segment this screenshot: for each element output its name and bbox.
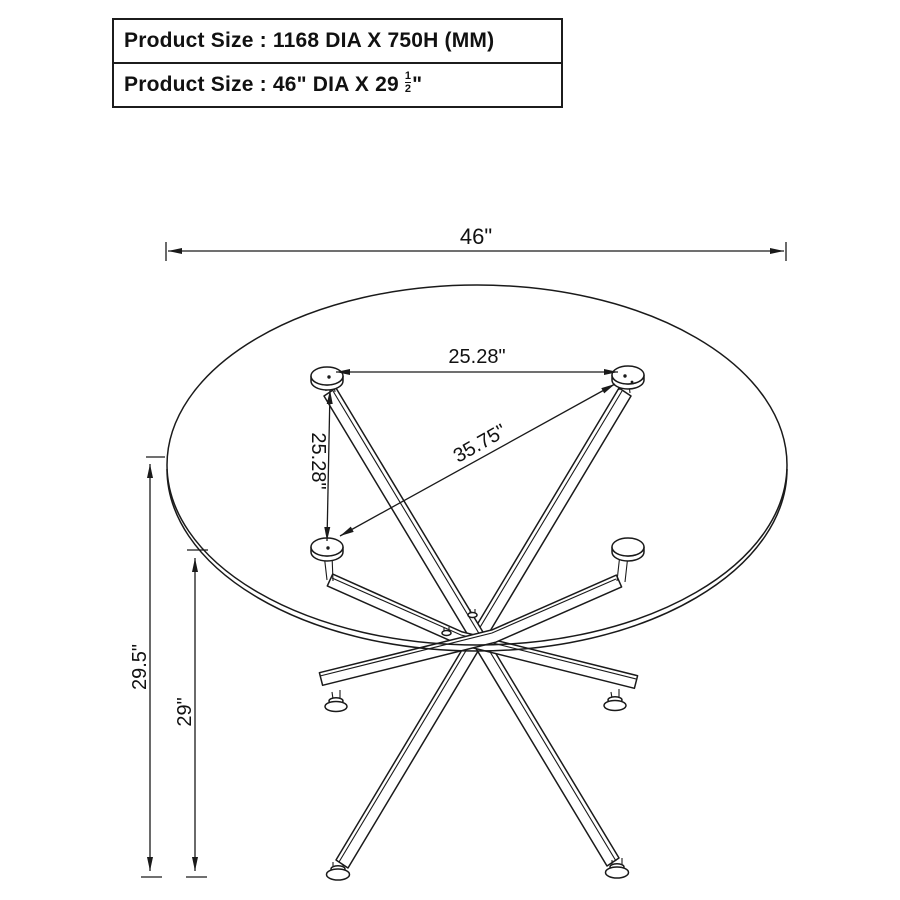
mid-foot-right xyxy=(604,689,626,711)
glass-tabletop xyxy=(167,285,787,651)
dimension-diameter xyxy=(166,224,786,261)
dim-label-diameter: 46" xyxy=(459,224,493,249)
inch-mark: " xyxy=(412,73,423,96)
tabletop-ellipse xyxy=(167,285,787,645)
dimension-height-base xyxy=(174,550,208,877)
pad-bottom-right xyxy=(612,538,644,561)
fraction-numerator: 1 xyxy=(404,69,412,82)
mid-foot-left xyxy=(325,690,347,712)
pad-top-right xyxy=(612,366,644,389)
product-size-inch-text: Product Size : 46" DIA X 29 xyxy=(124,73,399,96)
dim-label-height-base: 29" xyxy=(174,697,196,727)
dim-label-pad-span-h: 25.28" xyxy=(448,346,506,368)
dim-label-pad-span-v: 25.28" xyxy=(307,432,329,490)
dimension-pad-diagonal xyxy=(340,384,615,536)
dim-label-pad-diagonal: 35.75" xyxy=(449,420,511,468)
dimension-pad-span-vertical xyxy=(307,390,330,541)
dimension-height-overall xyxy=(129,457,165,877)
dim-label-height-overall: 29.5" xyxy=(129,643,151,691)
dimension-pad-span-horizontal xyxy=(336,346,618,372)
fraction-denominator: 2 xyxy=(404,82,412,95)
product-size-mm-text: Product Size : 1168 DIA X 750H (MM) xyxy=(124,29,495,52)
pad-top-left xyxy=(311,367,343,390)
table-base xyxy=(319,383,637,880)
pad-bottom-left xyxy=(311,538,343,561)
table-leg-back-left xyxy=(336,383,631,868)
